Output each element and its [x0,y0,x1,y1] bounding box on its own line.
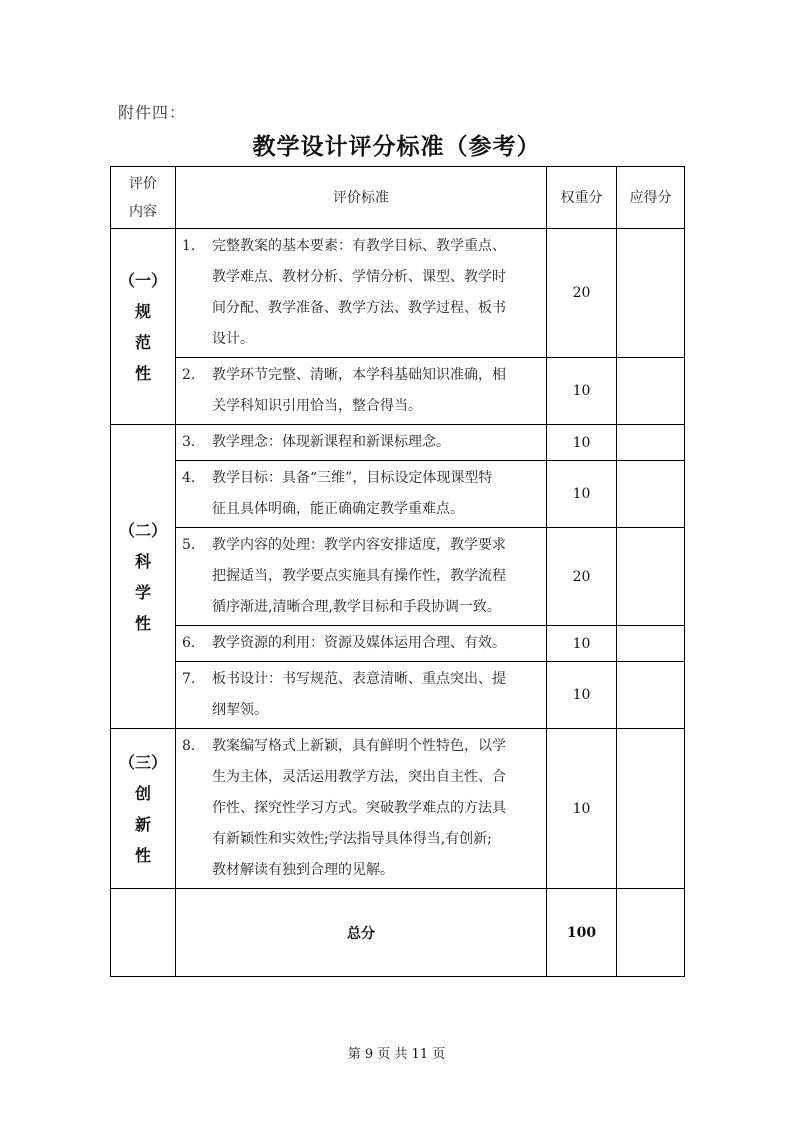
page-footer: 第 9 页 共 11 页 [347,1047,446,1062]
criteria-number: 7. [182,671,196,687]
category-char: （一） [118,270,167,290]
criteria-line: 征且具体明确，能正确确定教学重难点。 [212,501,464,517]
criteria-cell [176,662,547,729]
category-char: 创 [134,783,151,803]
weight-cell: 10 [547,662,617,729]
weight-cell: 10 [547,729,617,889]
criteria-line: 作性、探究性学习方式。突破教学难点的方法具 [212,800,506,816]
category-cell-1 [111,229,176,425]
table-row [111,626,685,662]
criteria-number: 2. [182,367,196,383]
table-header-row [111,167,685,229]
criteria-line: 教学难点、教材分析、学情分析、课型、教学时 [212,269,506,285]
criteria-cell [176,528,547,626]
criteria-cell [176,729,547,889]
criteria-number: 1. [182,238,196,254]
criteria-line: 设计。 [212,331,254,347]
table-row [111,229,685,358]
header-score: 应得分 [617,167,685,229]
criteria-line: 生为主体，灵活运用教学方法，突出自主性、合 [212,769,506,785]
weight-cell: 20 [547,229,617,358]
table-row [111,729,685,889]
weight-cell: 20 [547,528,617,626]
total-empty-cell [111,889,176,977]
criteria-line: 教学内容的处理：教学内容安排适度，教学要求 [212,537,506,553]
criteria-number: 4. [182,470,196,486]
criteria-line: 纲挈领。 [212,702,268,718]
score-cell [617,662,685,729]
weight-cell: 10 [547,461,617,528]
attachment-label: 附件四： [118,103,187,122]
criteria-line: 教学目标：具备“三维”，目标设定体现课型特 [212,470,493,486]
criteria-line: 关学科知识引用恰当，整合得当。 [212,398,422,414]
criteria-line: 教学环节完整、清晰，本学科基础知识准确，相 [212,367,506,383]
total-label: 总分 [176,889,547,977]
table-row [111,358,685,425]
criteria-line: 循序渐进,清晰合理,教学目标和手段协调一致。 [212,599,501,615]
table-row [111,662,685,729]
weight-cell: 10 [547,626,617,662]
score-cell [617,461,685,528]
header-criteria: 评价标准 [176,167,547,229]
category-char: （二） [118,520,167,540]
score-cell [617,358,685,425]
header-content-line: 内容 [129,203,157,220]
category-char: 学 [134,582,151,602]
category-char: 新 [134,814,151,834]
criteria-number: 6. [182,635,196,651]
table-row [111,461,685,528]
criteria-number: 3. [182,434,196,450]
criteria-line: 把握适当，教学要点实施具有操作性，教学流程 [212,568,506,584]
table-row [111,425,685,461]
category-char: 性 [134,363,151,383]
scoring-table [110,166,685,977]
category-char: （三） [118,752,167,772]
category-cell-2 [111,425,176,729]
total-score-cell [617,889,685,977]
criteria-line: 完整教案的基本要素：有教学目标、教学重点、 [212,238,506,254]
page-title: 教学设计评分标准（参考） [252,133,541,160]
criteria-cell [176,461,547,528]
total-row [111,889,685,977]
criteria-cell [176,229,547,358]
criteria-line: 板书设计：书写规范、表意清晰、重点突出、提 [212,671,506,687]
weight-cell: 10 [547,358,617,425]
criteria-line: 教学理念：体现新课程和新课标理念。 [212,434,450,450]
score-cell [617,626,685,662]
score-cell [617,528,685,626]
category-char: 范 [134,332,151,352]
criteria-line: 教学资源的利用：资源及媒体运用合理、有效。 [212,635,506,651]
total-value: 100 [547,889,617,977]
table-row [111,528,685,626]
category-cell-3 [111,729,176,889]
category-char: 性 [134,845,151,865]
criteria-line: 教材解读有独到合理的见解。 [212,862,394,878]
category-char: 性 [134,613,151,633]
weight-cell: 10 [547,425,617,461]
header-weight: 权重分 [547,167,617,229]
criteria-line: 教案编写格式上新颖，具有鲜明个性特色，以学 [212,738,506,754]
score-cell [617,425,685,461]
criteria-line: 有新颖性和实效性;学法指导具体得当,有创新; [212,831,492,847]
criteria-number: 8. [182,738,196,754]
criteria-line: 间分配、教学准备、教学方法、教学过程、板书 [212,300,506,316]
header-content-line: 评价 [129,175,157,192]
criteria-cell [176,358,547,425]
criteria-cell [176,626,547,662]
score-cell [617,729,685,889]
category-char: 规 [134,301,151,321]
criteria-cell [176,425,547,461]
category-char: 科 [134,551,151,571]
score-cell [617,229,685,358]
header-content [111,167,176,229]
criteria-number: 5. [182,537,196,553]
